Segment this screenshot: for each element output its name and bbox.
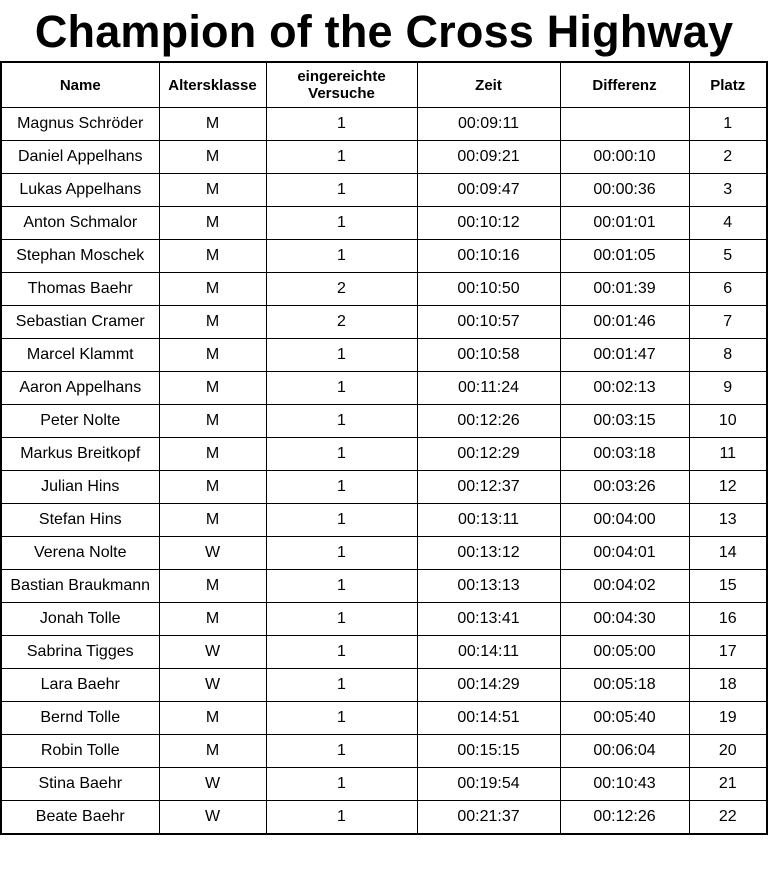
cell-attempts: 1 — [266, 339, 417, 372]
cell-difference: 00:01:05 — [560, 240, 689, 273]
cell-name: Lara Baehr — [1, 669, 159, 702]
cell-time: 00:12:37 — [417, 471, 560, 504]
cell-name: Markus Breitkopf — [1, 438, 159, 471]
table-row — [1, 603, 767, 636]
cell-place: 8 — [689, 339, 767, 372]
cell-name: Julian Hins — [1, 471, 159, 504]
cell-attempts: 1 — [266, 603, 417, 636]
cell-time: 00:13:12 — [417, 537, 560, 570]
cell-difference: 00:10:43 — [560, 768, 689, 801]
cell-place: 4 — [689, 207, 767, 240]
cell-time: 00:21:37 — [417, 801, 560, 835]
cell-age-class: M — [159, 141, 266, 174]
cell-place: 5 — [689, 240, 767, 273]
cell-name: Robin Tolle — [1, 735, 159, 768]
cell-time: 00:19:54 — [417, 768, 560, 801]
cell-age-class: M — [159, 504, 266, 537]
table-row — [1, 339, 767, 372]
cell-time: 00:10:57 — [417, 306, 560, 339]
table-header-row — [1, 62, 767, 108]
cell-place: 3 — [689, 174, 767, 207]
cell-age-class: W — [159, 768, 266, 801]
cell-difference: 00:05:18 — [560, 669, 689, 702]
cell-difference: 00:01:01 — [560, 207, 689, 240]
cell-time: 00:13:41 — [417, 603, 560, 636]
cell-age-class: M — [159, 339, 266, 372]
cell-age-class: M — [159, 438, 266, 471]
cell-time: 00:14:11 — [417, 636, 560, 669]
table-row — [1, 438, 767, 471]
cell-place: 7 — [689, 306, 767, 339]
cell-age-class: M — [159, 405, 266, 438]
cell-age-class: W — [159, 537, 266, 570]
cell-name: Stephan Moschek — [1, 240, 159, 273]
cell-attempts: 1 — [266, 768, 417, 801]
cell-difference: 00:03:18 — [560, 438, 689, 471]
cell-age-class: M — [159, 603, 266, 636]
cell-place: 9 — [689, 372, 767, 405]
table-row — [1, 669, 767, 702]
column-header-place: Platz — [689, 62, 767, 108]
cell-time: 00:13:11 — [417, 504, 560, 537]
cell-attempts: 1 — [266, 240, 417, 273]
cell-difference: 00:05:00 — [560, 636, 689, 669]
cell-name: Verena Nolte — [1, 537, 159, 570]
cell-place: 2 — [689, 141, 767, 174]
cell-attempts: 1 — [266, 537, 417, 570]
cell-time: 00:10:16 — [417, 240, 560, 273]
cell-attempts: 1 — [266, 669, 417, 702]
cell-age-class: M — [159, 570, 266, 603]
cell-age-class: M — [159, 207, 266, 240]
cell-attempts: 1 — [266, 702, 417, 735]
cell-difference: 00:06:04 — [560, 735, 689, 768]
table-row — [1, 240, 767, 273]
cell-difference: 00:00:36 — [560, 174, 689, 207]
cell-place: 14 — [689, 537, 767, 570]
table-row — [1, 768, 767, 801]
cell-place: 22 — [689, 801, 767, 835]
cell-name: Daniel Appelhans — [1, 141, 159, 174]
cell-name: Sabrina Tigges — [1, 636, 159, 669]
table-row — [1, 735, 767, 768]
cell-age-class: W — [159, 669, 266, 702]
cell-name: Stina Baehr — [1, 768, 159, 801]
cell-place: 17 — [689, 636, 767, 669]
column-header-attempts-line2: Versuche — [308, 85, 375, 102]
cell-time: 00:09:11 — [417, 108, 560, 141]
table-row — [1, 273, 767, 306]
cell-place: 18 — [689, 669, 767, 702]
cell-time: 00:09:47 — [417, 174, 560, 207]
cell-age-class: M — [159, 174, 266, 207]
cell-time: 00:10:50 — [417, 273, 560, 306]
cell-place: 11 — [689, 438, 767, 471]
cell-difference: 00:04:30 — [560, 603, 689, 636]
table-row — [1, 504, 767, 537]
cell-age-class: W — [159, 801, 266, 835]
cell-time: 00:10:58 — [417, 339, 560, 372]
cell-attempts: 1 — [266, 636, 417, 669]
column-header-attempts — [266, 62, 417, 108]
cell-age-class: M — [159, 306, 266, 339]
cell-difference — [560, 108, 689, 141]
cell-name: Anton Schmalor — [1, 207, 159, 240]
cell-attempts: 2 — [266, 306, 417, 339]
cell-attempts: 1 — [266, 174, 417, 207]
table-row — [1, 636, 767, 669]
table-row — [1, 141, 767, 174]
cell-place: 20 — [689, 735, 767, 768]
table-row — [1, 306, 767, 339]
cell-attempts: 1 — [266, 570, 417, 603]
cell-attempts: 1 — [266, 438, 417, 471]
cell-time: 00:14:51 — [417, 702, 560, 735]
cell-place: 10 — [689, 405, 767, 438]
cell-difference: 00:01:46 — [560, 306, 689, 339]
cell-attempts: 1 — [266, 108, 417, 141]
cell-name: Peter Nolte — [1, 405, 159, 438]
cell-time: 00:13:13 — [417, 570, 560, 603]
table-row — [1, 207, 767, 240]
cell-time: 00:15:15 — [417, 735, 560, 768]
cell-age-class: M — [159, 240, 266, 273]
table-row — [1, 537, 767, 570]
cell-difference: 00:04:00 — [560, 504, 689, 537]
column-header-time: Zeit — [417, 62, 560, 108]
cell-difference: 00:01:39 — [560, 273, 689, 306]
cell-age-class: M — [159, 108, 266, 141]
cell-difference: 00:01:47 — [560, 339, 689, 372]
cell-time: 00:12:29 — [417, 438, 560, 471]
cell-attempts: 1 — [266, 141, 417, 174]
cell-attempts: 1 — [266, 471, 417, 504]
cell-difference: 00:03:26 — [560, 471, 689, 504]
cell-difference: 00:12:26 — [560, 801, 689, 835]
cell-attempts: 2 — [266, 273, 417, 306]
cell-attempts: 1 — [266, 801, 417, 835]
cell-name: Aaron Appelhans — [1, 372, 159, 405]
column-header-difference: Differenz — [560, 62, 689, 108]
column-header-attempts-line1: eingereichte — [297, 68, 386, 85]
cell-place: 6 — [689, 273, 767, 306]
cell-name: Bernd Tolle — [1, 702, 159, 735]
table-row — [1, 702, 767, 735]
cell-time: 00:10:12 — [417, 207, 560, 240]
cell-name: Jonah Tolle — [1, 603, 159, 636]
cell-difference: 00:02:13 — [560, 372, 689, 405]
table-row — [1, 108, 767, 141]
cell-place: 13 — [689, 504, 767, 537]
page-title: Champion of the Cross Highway — [34, 6, 734, 57]
cell-time: 00:09:21 — [417, 141, 560, 174]
cell-time: 00:14:29 — [417, 669, 560, 702]
cell-age-class: M — [159, 702, 266, 735]
cell-time: 00:12:26 — [417, 405, 560, 438]
table-row — [1, 372, 767, 405]
table-row — [1, 570, 767, 603]
cell-attempts: 1 — [266, 207, 417, 240]
cell-place: 15 — [689, 570, 767, 603]
cell-age-class: M — [159, 471, 266, 504]
cell-difference: 00:00:10 — [560, 141, 689, 174]
table-row — [1, 405, 767, 438]
cell-difference: 00:05:40 — [560, 702, 689, 735]
cell-place: 19 — [689, 702, 767, 735]
cell-place: 12 — [689, 471, 767, 504]
table-row — [1, 174, 767, 207]
column-header-age-class: Altersklasse — [159, 62, 266, 108]
table-body — [1, 108, 767, 835]
cell-age-class: W — [159, 636, 266, 669]
cell-age-class: M — [159, 735, 266, 768]
table-row — [1, 471, 767, 504]
cell-time: 00:11:24 — [417, 372, 560, 405]
cell-difference: 00:04:02 — [560, 570, 689, 603]
cell-place: 1 — [689, 108, 767, 141]
cell-name: Magnus Schröder — [1, 108, 159, 141]
cell-name: Marcel Klammt — [1, 339, 159, 372]
cell-attempts: 1 — [266, 372, 417, 405]
cell-name: Stefan Hins — [1, 504, 159, 537]
cell-name: Beate Baehr — [1, 801, 159, 835]
cell-difference: 00:04:01 — [560, 537, 689, 570]
column-header-name: Name — [1, 62, 159, 108]
cell-attempts: 1 — [266, 504, 417, 537]
cell-name: Sebastian Cramer — [1, 306, 159, 339]
cell-attempts: 1 — [266, 405, 417, 438]
table-row — [1, 801, 767, 835]
cell-name: Bastian Braukmann — [1, 570, 159, 603]
cell-place: 16 — [689, 603, 767, 636]
cell-attempts: 1 — [266, 735, 417, 768]
cell-age-class: M — [159, 273, 266, 306]
cell-place: 21 — [689, 768, 767, 801]
results-table — [0, 61, 768, 835]
cell-age-class: M — [159, 372, 266, 405]
cell-name: Lukas Appelhans — [1, 174, 159, 207]
cell-difference: 00:03:15 — [560, 405, 689, 438]
cell-name: Thomas Baehr — [1, 273, 159, 306]
